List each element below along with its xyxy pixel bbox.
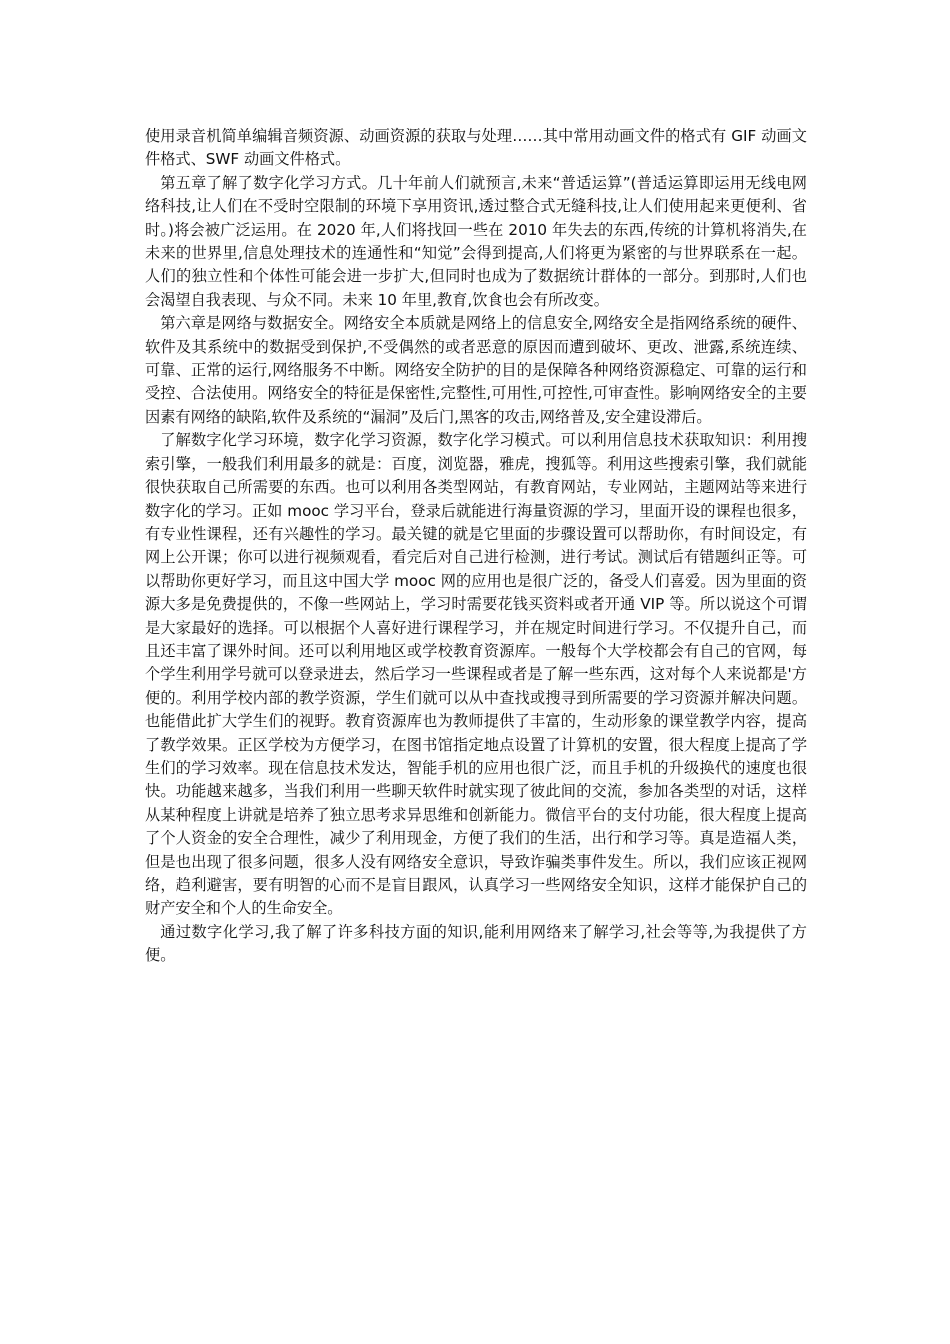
paragraph-conclusion: 通过数字化学习,我了解了许多科技方面的知识,能利用网络来了解学习,社会等等,为我提供了方便。	[145, 922, 807, 965]
paragraph-chapter-six: 第六章是网络与数据安全。网络安全本质就是网络上的信息安全,网络安全是指网络系统的硬件、软件及其系统中的数据受到保护,不受偶然的或者恶意的原因而遭到破坏、更改、泄露,系统连续、可靠、正常的运行,网络服务不中断。网络安全防护的目的是保障各种网络资源稳定、可靠的运行和受控、合法使用。网络安全的特征是保密性,完整性,可用性,可控性,可审查性。影响网络安全的主要因素有网络的缺陷,软件及系统的“漏洞”及后门,黑客的攻击,网络普及,安全建设滞后。	[145, 314, 807, 426]
paragraph-chapter-five: 第五章了解了数字化学习方式。几十年前人们就预言,未来“普适运算”(普适运算即运用无线电网络科技,让人们在不受时空限制的环境下享用资讯,透过整合式无缝科技,让人们使用起来更便利、省时。)将会被广泛运用。在 2020 年,人们将找回一些在 2010 年失去的东西,传统的计算机将消失,在未来的世界里,信息处理技术的连通性和“知觉”会得到提高,人们将更为紧密的与世界联系在一起。人们的独立性和个体性可能会进一步扩大,但同时也成为了数据统计群体的一部分。到那时,人们也会渴望自我表现、与众不同。未来 10 年里,教育,饮食也会有所改变。	[145, 173, 807, 309]
document-body	[145, 125, 807, 968]
paragraph-digital-learning-environment: 了解数字化学习环境，数字化学习资源，数字化学习模式。可以利用信息技术获取知识：利用搜索引擎，一般我们利用最多的就是：百度，浏览器，雅虎，搜狐等。利用这些搜索引擎，我们就能很快获取自己所需要的东西。也可以利用各类型网站，有教育网站，专业网站，主题网站等来进行数字化的学习。正如 mooc 学习平台，登录后就能进行海量资源的学习，里面开设的课程也很多，有专业性课程，还有兴趣性的学习。最关键的就是它里面的步骤设置可以帮助你，有时间设定，有网上公开课；你可以进行视频观看，看完后对自己进行检测，进行考试。测试后有错题纠正等。可以帮助你更好学习，而且这中国大学 mooc 网的应用也是很广泛的，备受人们喜爱。因为里面的资源大多是免费提供的，不像一些网站上，学习时需要花钱买资料或者开通 VIP 等。所以说这个可谓是大家最好的选择。可以根据个人喜好进行课程学习，并在规定时间进行学习。不仅提升自己，而且还丰富了课外时间。还可以利用地区或学校教育资源库。一般每个大学校都会有自己的官网，每个学生利用学号就可以登录进去，然后学习一些课程或者是了解一些东西，这对每个人来说都是'方便的。利用学校内部的教学资源，学生们就可以从中查找或搜寻到所需要的学习资源并解决问题。也能借此扩大学生们的视野。教育资源库也为教师提供了丰富的，生动形象的课堂教学内容，提高了教学效果。正区学校为方便学习，在图书馆指定地点设置了计算机的安置，很大程度上提高了学生们的学习效率。现在信息技术发达，智能手机的应用也很广泛，而且手机的升级换代的速度也很快。功能越来越多，当我们利用一些聊天软件时就实现了彼此间的交流，参加各类型的对话，这样从某种程度上讲就是培养了独立思考求异思维和创新能力。微信平台的支付功能，很大程度上提高了个人资金的安全合理性，减少了利用现金，方便了我们的生活，出行和学习等。真是造福人类，但是也出现了很多问题，很多人没有网络安全意识，导致诈骗类事件发生。所以，我们应该正视网络，趋利避害，要有明智的心而不是盲目跟风，认真学习一些网络安全知识，这样才能保护自己的财产安全和个人的生命安全。	[145, 431, 807, 918]
paragraph-continuation: 使用录音机简单编辑音频资源、动画资源的获取与处理……其中常用动画文件的格式有 GIF 动画文件格式、SWF 动画文件格式。	[145, 127, 807, 169]
